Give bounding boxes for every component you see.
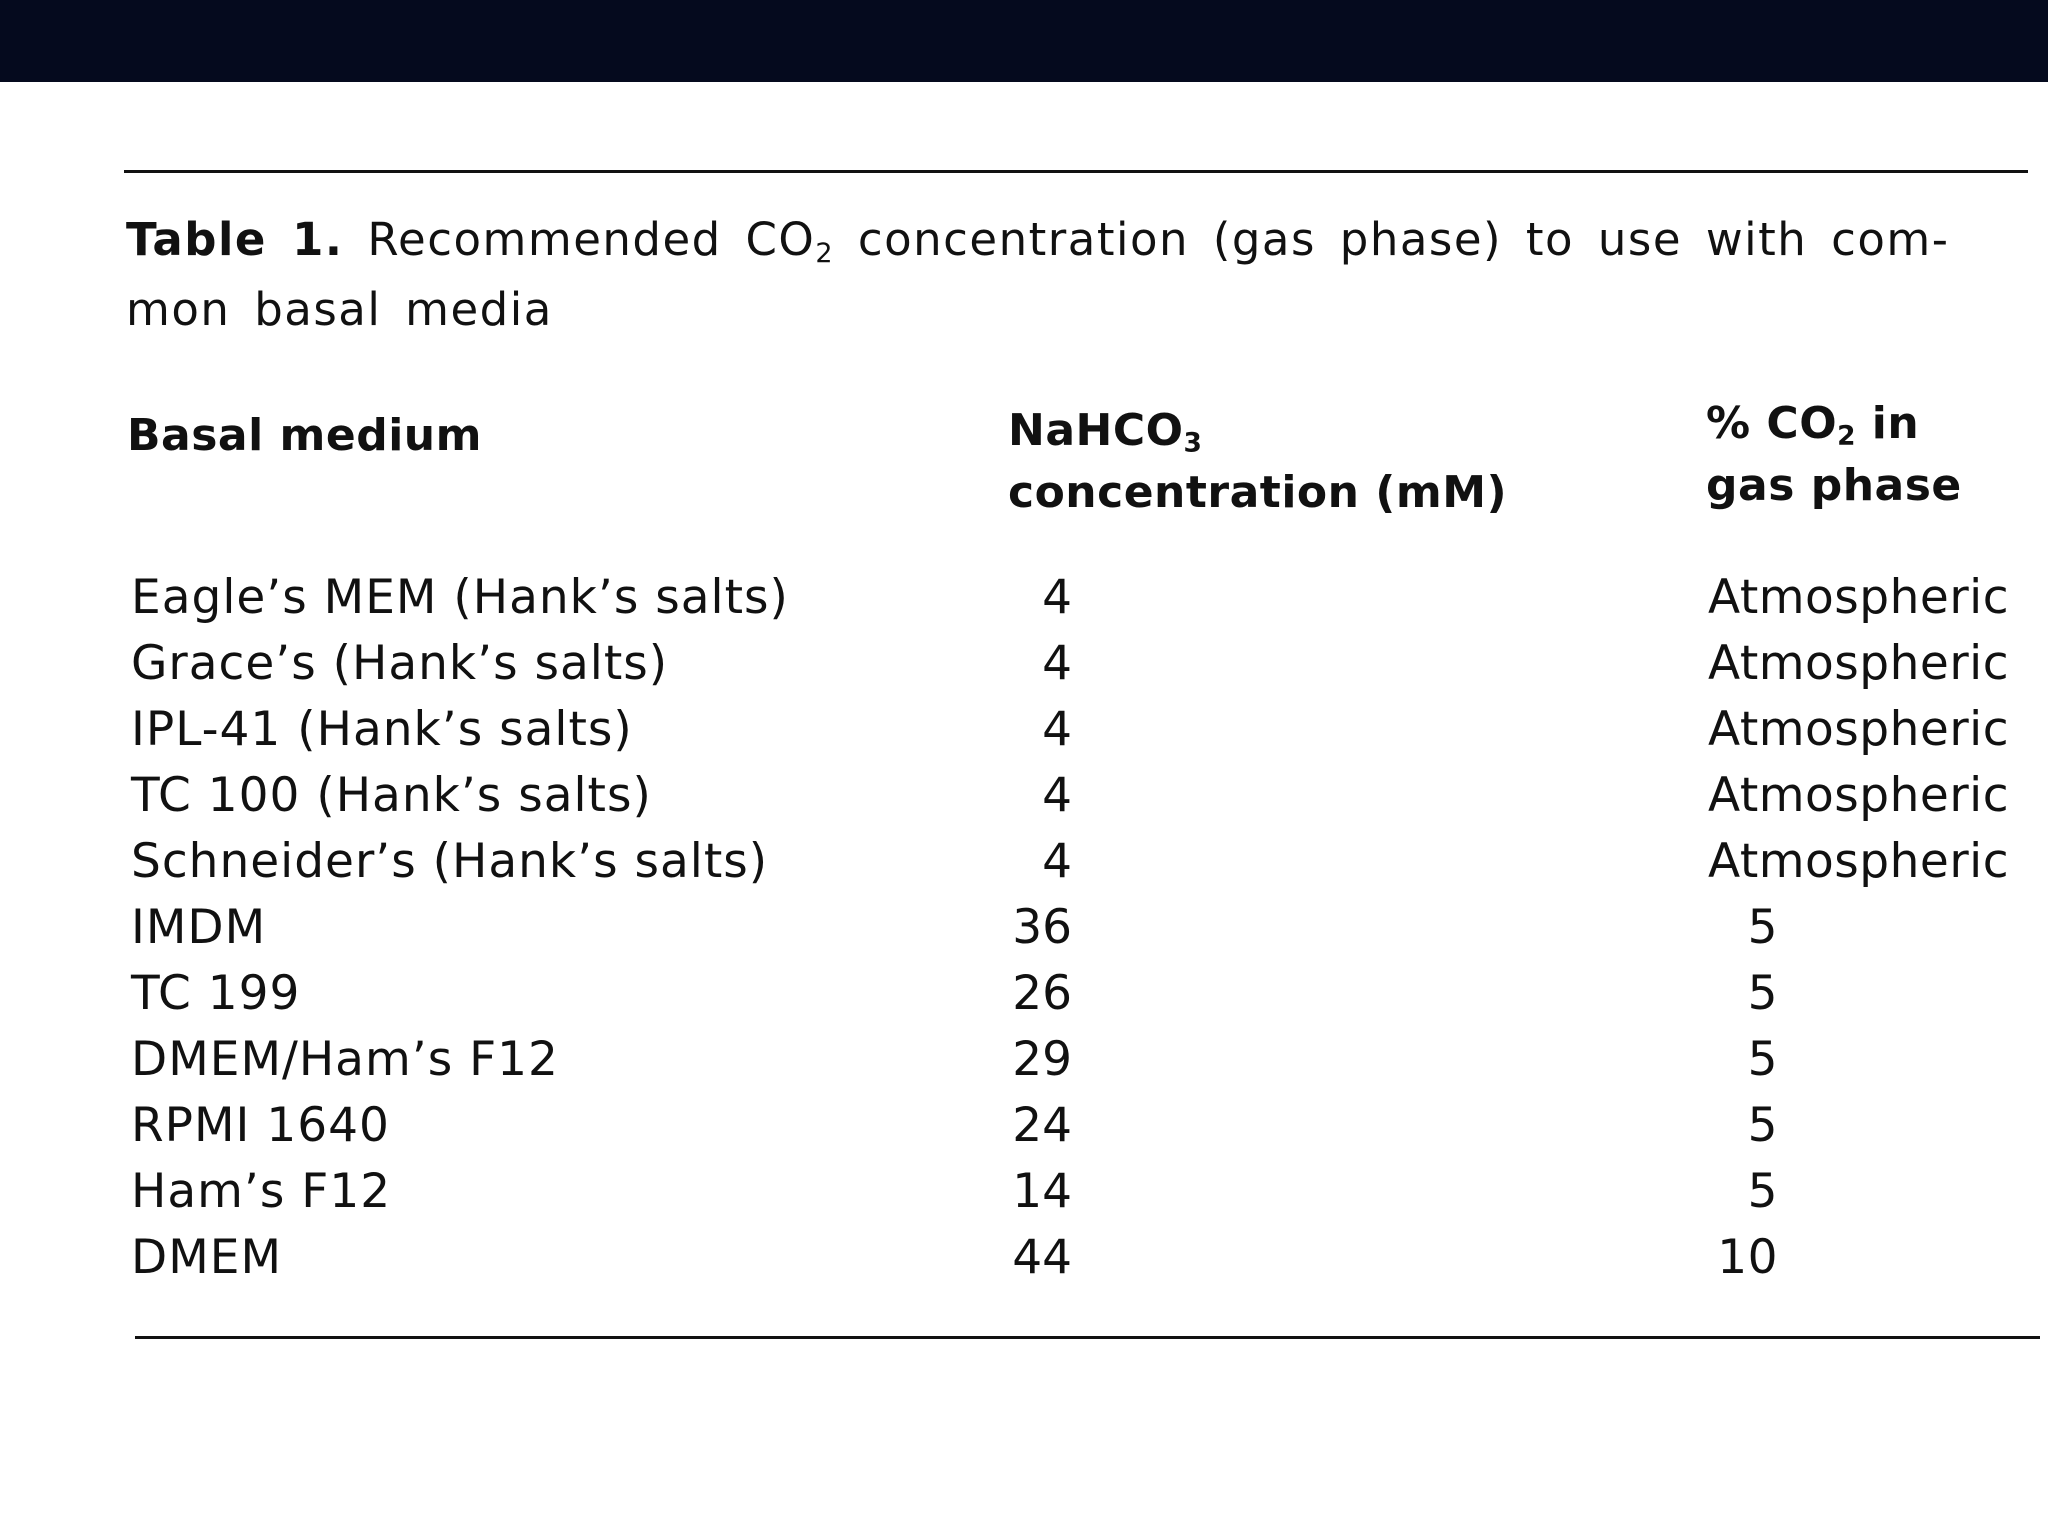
cell-basal-medium: DMEM: [131, 1230, 282, 1285]
cell-nahco3: 4: [1042, 702, 1072, 757]
column-header-basal-medium: [127, 405, 482, 467]
column-header-co2-text-b: in: [1855, 398, 1920, 449]
cell-basal-medium: DMEM/Ham’s F12: [131, 1032, 559, 1087]
cell-basal-medium: IPL-41 (Hank’s salts): [131, 702, 633, 757]
cell-nahco3: 4: [1042, 834, 1072, 889]
cell-co2: Atmospheric: [1708, 834, 2010, 889]
cell-co2: 5: [1747, 1032, 1778, 1087]
caption-subscript: 2: [815, 237, 835, 269]
table-row: [0, 631, 2048, 697]
header-band: [0, 0, 2048, 82]
table-caption: [126, 205, 2026, 345]
column-header-co2-line1: [1706, 393, 1962, 455]
column-header-nahco3-line2: concentration (mM): [1008, 467, 1508, 518]
cell-nahco3: 24: [1012, 1098, 1072, 1153]
cell-basal-medium: Ham’s F12: [131, 1164, 392, 1219]
cell-nahco3: 29: [1012, 1032, 1072, 1087]
caption-line-2: mon basal media: [126, 283, 553, 336]
cell-co2: 5: [1747, 900, 1778, 955]
table-row: [0, 763, 2048, 829]
cell-basal-medium: Grace’s (Hank’s salts): [131, 636, 669, 691]
column-header-co2: [1706, 393, 1962, 517]
cell-basal-medium: Eagle’s MEM (Hank’s salts): [131, 570, 789, 625]
cell-co2: 5: [1747, 966, 1778, 1021]
caption-text-b: concentration (gas phase) to use with com-: [834, 213, 1950, 266]
column-header-nahco3-formula: NaHCO: [1008, 405, 1184, 456]
column-header-nahco3-subscript: 3: [1183, 427, 1203, 459]
cell-nahco3: 4: [1042, 768, 1072, 823]
cell-basal-medium: RPMI 1640: [131, 1098, 390, 1153]
cell-co2: Atmospheric: [1708, 768, 2010, 823]
cell-nahco3: 14: [1012, 1164, 1072, 1219]
cell-basal-medium: TC 100 (Hank’s salts): [131, 768, 652, 823]
column-header-basal-medium-text: Basal medium: [127, 410, 482, 461]
column-header-nahco3: [1008, 400, 1507, 524]
caption-label: Table 1.: [126, 213, 344, 266]
table-row: [0, 829, 2048, 895]
cell-basal-medium: IMDM: [131, 900, 267, 955]
cell-nahco3: 4: [1042, 570, 1072, 625]
cell-basal-medium: TC 199: [131, 966, 301, 1021]
table-row: [0, 565, 2048, 631]
caption-line-1: [126, 205, 2026, 275]
cell-co2: 5: [1747, 1098, 1778, 1153]
cell-co2: Atmospheric: [1708, 636, 2010, 691]
cell-co2: Atmospheric: [1708, 570, 2010, 625]
table-row: [0, 1225, 2048, 1291]
table-row: [0, 1159, 2048, 1225]
table-row: [0, 1093, 2048, 1159]
cell-co2: 10: [1717, 1230, 1778, 1285]
caption-text-a: Recommended CO: [367, 213, 816, 266]
cell-co2: Atmospheric: [1708, 702, 2010, 757]
table-row: [0, 961, 2048, 1027]
cell-nahco3: 44: [1012, 1230, 1072, 1285]
table-body: [0, 565, 2048, 1291]
table-top-rule: [124, 170, 2028, 173]
table-row: [0, 1027, 2048, 1093]
cell-nahco3: 4: [1042, 636, 1072, 691]
cell-nahco3: 36: [1012, 900, 1072, 955]
table-bottom-rule: [135, 1336, 2040, 1339]
column-header-co2-text-a: % CO: [1706, 398, 1838, 449]
table-row: [0, 895, 2048, 961]
cell-co2: 5: [1747, 1164, 1778, 1219]
cell-basal-medium: Schneider’s (Hank’s salts): [131, 834, 769, 889]
column-header-nahco3-line1: [1008, 400, 1507, 462]
table-row: [0, 697, 2048, 763]
column-header-co2-line2: gas phase: [1706, 460, 1962, 511]
column-header-co2-subscript: 2: [1837, 420, 1856, 452]
cell-nahco3: 26: [1012, 966, 1072, 1021]
